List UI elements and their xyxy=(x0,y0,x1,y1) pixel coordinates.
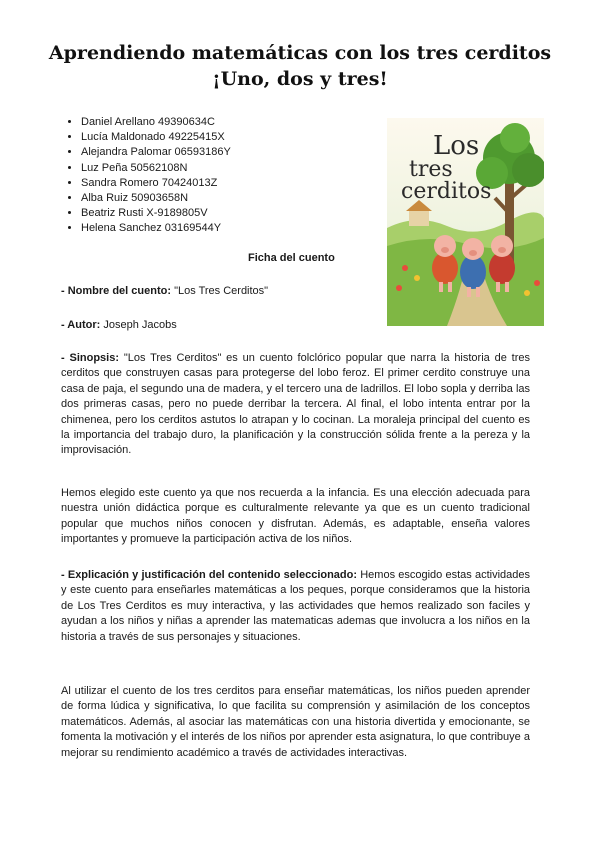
final-paragraph: Al utilizar el cuento de los tres cerditos para enseñar matemáticas, los niños pueden aprender de forma lúdica y significativa, lo que facilita su comprensión y asimilación de los conceptos matemáticos. Además, al asociar las matemáticas con una historia divertida y emocionante, se fomenta la motivación y el interés de los niños por aprender esta asignatura, lo que contribuye a mejorar su rendimiento académico a través de actividades interactivas. xyxy=(61,685,530,759)
author-item: • Helena Sanchez 03169544Y xyxy=(81,221,231,236)
ficha-heading: Ficha del cuento xyxy=(248,252,335,264)
author-item: • Luz Peña 50562108N xyxy=(81,161,231,176)
sinopsis-paragraph xyxy=(61,351,530,459)
nombre-value: "Los Tres Cerditos" xyxy=(171,285,269,297)
author-item: • Sandra Romero 70424013Z xyxy=(81,176,231,191)
author-item: • Alba Ruiz 50903658N xyxy=(81,191,231,206)
autor-value: Joseph Jacobs xyxy=(100,319,177,331)
author-item: • Lucía Maldonado 49225415X xyxy=(81,130,231,145)
explicacion-paragraph xyxy=(61,568,530,645)
autor-line xyxy=(61,318,530,333)
sinopsis-text: "Los Tres Cerditos" es un cuento folclórico popular que narra la historia de tres cerditos que construyen casas para protegerse del lobo feroz. El primer cerdito construye una casa de paja, el segundo una de madera, y el tercero una de ladrillos. El lobo sopla y derriba las dos primeras casas, pero no puede derribar la tercera. Al final, el lobo intenta entrar por la chimenea, pero los cerditos astutos lo atrapan y lo cocinan. La moraleja principal del cuento es la importancia del trabajo duro, la planificación y la construcción sólida frente a la pereza y la improvisación. xyxy=(61,352,531,457)
author-item: • Alejandra Palomar 06593186Y xyxy=(81,145,231,160)
elegido-paragraph: Hemos elegido este cuento ya que nos recuerda a la infancia. Es una elección adecuada para nuestra unión didáctica porque es culturalmente relevante ya que es un cuento tradicional popular que muchos niños conocen y disfrutan. Además, es adaptable, enseña valores importantes y promueve la participación activa de los niños. xyxy=(61,487,530,546)
autor-label: - Autor: xyxy=(61,319,101,331)
author-item: • Daniel Arellano 49390634C xyxy=(81,115,231,130)
author-item: • Beatriz Rusti X-9189805V xyxy=(81,206,231,221)
cover-title-line-3: cerditos xyxy=(401,179,492,204)
authors-list xyxy=(66,115,231,237)
nombre-line xyxy=(61,284,530,299)
cover-title-line-1: Los xyxy=(433,131,480,161)
cover-title-line-2: tres xyxy=(409,157,453,182)
document-title xyxy=(0,40,600,92)
title-line-1: Aprendiendo matemáticas con los tres cerditos xyxy=(48,42,552,64)
sinopsis-label: - Sinopsis: xyxy=(61,352,119,364)
explicacion-label: - Explicación y justificación del contenido seleccionado: xyxy=(61,569,358,581)
title-line-2: ¡Uno, dos y tres! xyxy=(212,68,388,90)
nombre-label: - Nombre del cuento: xyxy=(61,285,172,297)
explicacion-text: Hemos escogido estas actividades y este cuento para enseñarles matemáticas a los peques, porque consideramos que la historia de Los Tres Cerditos es muy interactiva, y las actividades que hemos realizado son faciles y ayudan a los niños y niñas a aprender las matematicas ademas que involucra a los niños en la historia a través de sus personajes y situaciones. xyxy=(61,569,530,643)
